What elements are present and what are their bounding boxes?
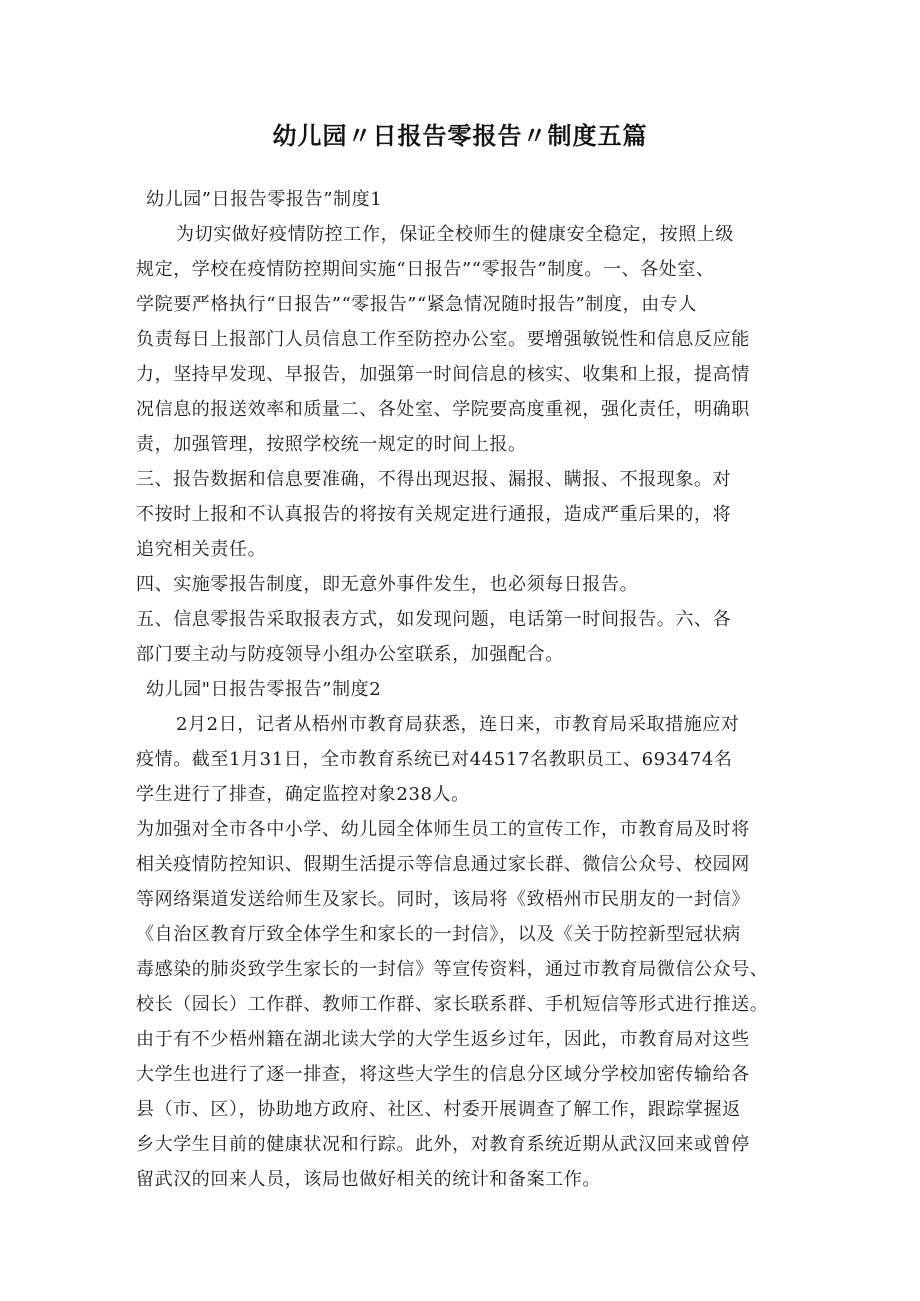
paragraph-line: 等网络渠道发送给师生及家长。同时，该局将《致梧州市民朋友的一封信》 xyxy=(136,889,750,910)
paragraph-line: 责，加强管理，按照学校统一规定的时间上报。 xyxy=(136,434,527,455)
paragraph-line: 疫情。截至1月31日，全市教育系统已对44517名教职员工、693474名 xyxy=(136,749,733,770)
paragraph-line: 负责每日上报部门人员信息工作至防控办公室。要增强敏锐性和信息反应能 xyxy=(136,329,750,350)
paragraph-line: 乡大学生目前的健康状况和行踪。此外，对教育系统近期从武汉回来或曾停 xyxy=(136,1134,750,1155)
paragraph-line: 学院要严格执行“日报告”“零报告”“紧急情况随时报告”制度，由专人 xyxy=(136,294,698,315)
document-title: 幼儿园〃日报告零报告〃制度五篇 xyxy=(272,122,648,150)
paragraph-line: 力，坚持早发现、早报告，加强第一时间信息的核实、收集和上报，提高情 xyxy=(136,364,750,385)
paragraph-line: 2月2日，记者从梧州市教育局获悉，连日来，市教育局采取措施应对 xyxy=(176,714,740,735)
paragraph-line: 相关疫情防控知识、假期生活提示等信息通过家长群、微信公众号、校园网 xyxy=(136,854,750,875)
paragraph-line: 县（市、区），协助地方政府、社区、村委开展调查了解工作，跟踪掌握返 xyxy=(136,1099,741,1120)
paragraph-line: 追究相关责任。 xyxy=(136,539,267,560)
paragraph-line: 四、实施零报告制度，即无意外事件发生，也必须每日报告。 xyxy=(136,574,639,595)
paragraph-line: 校长（园长）工作群、教师工作群、家长联系群、手机短信等形式进行推送。 xyxy=(136,994,769,1015)
paragraph-line: 三、报告数据和信息要准确，不得出现迟报、漏报、瞒报、不报现象。对 xyxy=(136,469,732,490)
section-2-heading: 幼儿园"日报告零报告”制度2 xyxy=(146,679,382,700)
paragraph-line: 为切实做好疫情防控工作，保证全校师生的健康安全稳定，按照上级 xyxy=(176,224,734,245)
paragraph-line: 不按时上报和不认真报告的将按有关规定进行通报，造成严重后果的，将 xyxy=(136,504,732,525)
paragraph-line: 留武汉的回来人员，该局也做好相关的统计和备案工作。 xyxy=(136,1169,601,1190)
paragraph-line: 学生进行了排查，确定监控对象238人。 xyxy=(136,784,470,805)
section-1-heading: 幼儿园”日报告零报告”制度1 xyxy=(146,189,383,210)
paragraph-line: 由于有不少梧州籍在湖北读大学的大学生返乡过年，因此，市教育局对这些 xyxy=(136,1029,750,1050)
paragraph-line: 部门要主动与防疫领导小组办公室联系，加强配合。 xyxy=(136,644,564,665)
paragraph-line: 《自治区教育厅致全体学生和家长的一封信》，以及《关于防控新型冠状病 xyxy=(136,924,741,945)
paragraph-line: 为加强对全市各中小学、幼儿园全体师生员工的宣传工作，市教育局及时将 xyxy=(136,819,750,840)
paragraph-line: 毒感染的肺炎致学生家长的一封信》等宣传资料，通过市教育局微信公众号、 xyxy=(136,959,769,980)
paragraph-line: 况信息的报送效率和质量二、各处室、学院要高度重视，强化责任，明确职 xyxy=(136,399,750,420)
paragraph-line: 大学生也进行了逐一排查，将这些大学生的信息分区域分学校加密传输给各 xyxy=(136,1064,750,1085)
paragraph-line: 规定，学校在疫情防控期间实施“日报告”“零报告”制度。一、各处室、 xyxy=(136,259,715,280)
paragraph-line: 五、信息零报告采取报表方式，如发现问题，电话第一时间报告。六、各 xyxy=(136,609,732,630)
